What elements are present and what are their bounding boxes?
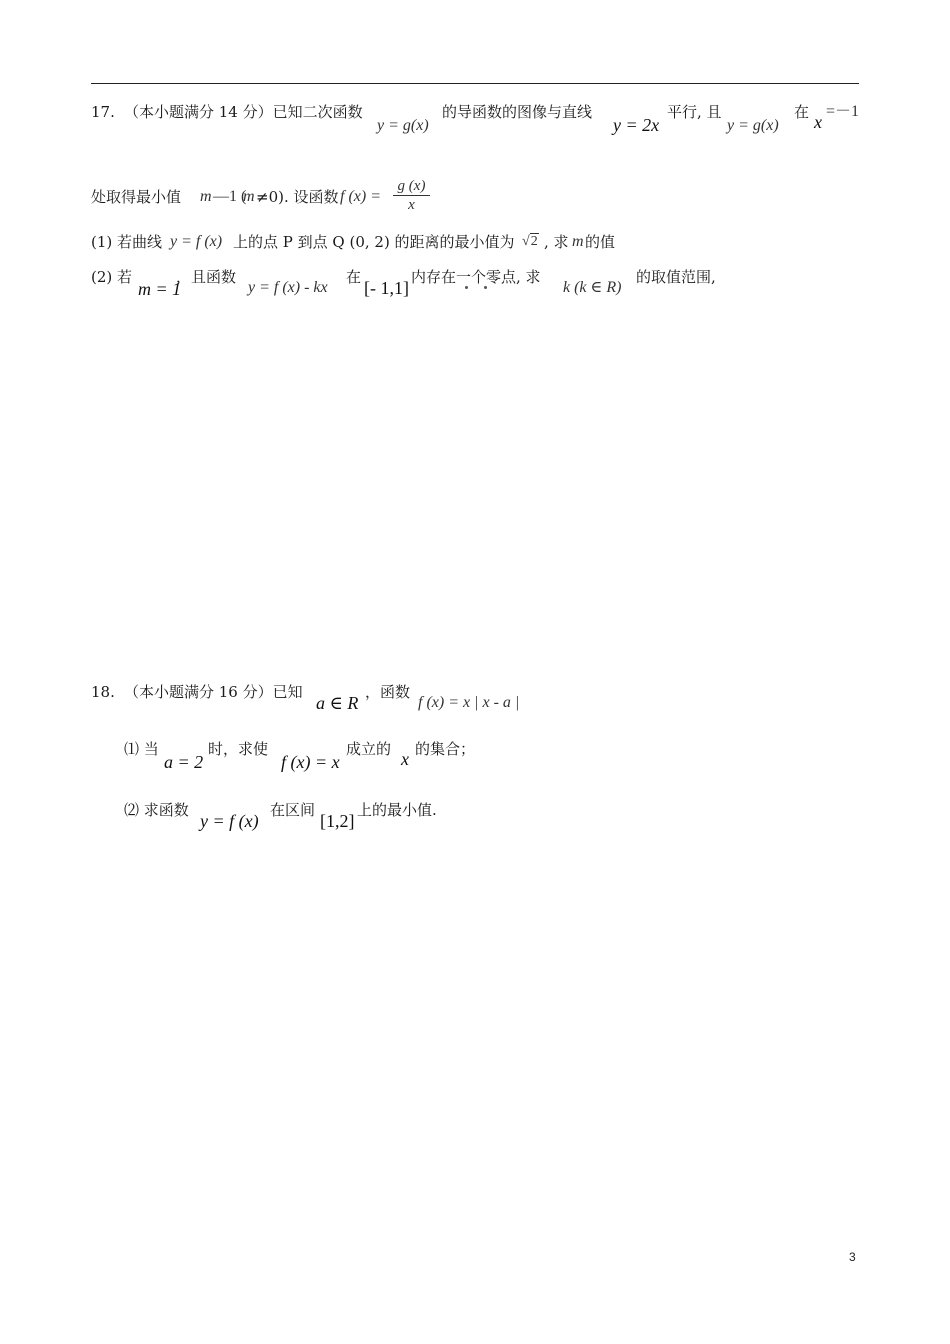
fraction-bar bbox=[393, 195, 430, 196]
emphasis-dot bbox=[465, 286, 468, 289]
q18-p1-d: 的集合； bbox=[415, 740, 476, 758]
header-rule bbox=[91, 83, 859, 84]
q17-p2-a: (2) 若 bbox=[91, 268, 133, 286]
q17-text-c: 在 bbox=[794, 103, 810, 121]
q17-line2-b: —1 ( bbox=[213, 188, 247, 205]
q17-p2-d: 内存在一个零点, 求 bbox=[411, 268, 541, 286]
q17-line2-a: 处取得最小值 bbox=[91, 188, 182, 206]
q17-p2-eq-y: y = f (x) - kx bbox=[248, 279, 328, 296]
q17-eq-gx: y = g(x) bbox=[377, 117, 429, 134]
q18-p1-b: 时，求使 bbox=[208, 740, 269, 758]
emphasis-dot bbox=[484, 286, 487, 289]
q17-p1-a: (1) 若曲线 bbox=[91, 233, 163, 251]
sqrt-symbol: √2 bbox=[522, 234, 538, 249]
q18-p1-eq: a = 2 bbox=[164, 752, 204, 772]
q17-p2-c: 在 bbox=[346, 268, 362, 286]
q17-eq-gx2: y = g(x) bbox=[727, 117, 779, 134]
q17-frac-den: x bbox=[408, 197, 415, 213]
q18-text-a: ，函数 bbox=[365, 683, 411, 701]
q18-p1-eq2: f (x) = x bbox=[281, 752, 340, 772]
q18-p1-c: 成立的 bbox=[346, 740, 392, 758]
q17-eq-xval: =－1 bbox=[826, 103, 860, 120]
q17-fraction bbox=[393, 178, 430, 213]
q17-p2-e: 的取值范围, bbox=[636, 268, 716, 286]
q17-text-a: 的导函数的图像与直线 bbox=[442, 103, 593, 121]
q18-eq-a: a ∈ R bbox=[316, 693, 359, 713]
q17-header: （本小题满分 14 分）已知二次函数 bbox=[124, 103, 363, 121]
q18-p2-a: ⑵ 求函数 bbox=[124, 801, 189, 819]
q17-number: 17. bbox=[91, 103, 115, 121]
q18-p1-x: x bbox=[401, 749, 409, 769]
q17-p2-b: ，且函数 bbox=[176, 268, 237, 286]
q17-text-b: 平行, 且 bbox=[667, 103, 722, 121]
q18-p2-interval: [1,2] bbox=[320, 811, 355, 831]
q17-p1-m: m bbox=[572, 233, 584, 250]
q17-p1-b: 上的点 P 到点 Q (0, 2) 的距离的最小值为 bbox=[233, 233, 515, 251]
q18-p1-a: ⑴ 当 bbox=[124, 740, 159, 758]
q17-frac-num: g (x) bbox=[397, 178, 426, 194]
q17-p2-interval: [- 1,1] bbox=[364, 278, 409, 298]
q18-p2-eq: y = f (x) bbox=[200, 811, 259, 831]
q17-eq-line: y = 2x bbox=[613, 115, 660, 135]
q17-p2-k: k (k ∈ R) bbox=[563, 279, 622, 296]
q17-line2-c: ≠0). 设函数 bbox=[256, 188, 339, 206]
q17-p1-d: 的值 bbox=[585, 233, 616, 251]
q18-header: （本小题满分 16 分）已知 bbox=[124, 683, 303, 701]
q17-eq-x: x bbox=[814, 112, 822, 132]
q17-p1-eq: y = f (x) bbox=[170, 233, 223, 250]
q18-p2-b: 在区间 bbox=[270, 801, 316, 819]
q17-line2-m2: m bbox=[243, 188, 255, 205]
q17-eq-fx: f (x) = bbox=[340, 188, 381, 205]
q17-p1-c: , 求 bbox=[544, 233, 569, 251]
q18-number: 18. bbox=[91, 683, 115, 701]
q18-p2-c: 上的最小值. bbox=[357, 801, 437, 819]
q17-p2-eq-m: m = 1 bbox=[138, 279, 182, 299]
q17-p1-sqrt: 2 bbox=[530, 234, 538, 249]
q17-line2-m: m bbox=[200, 188, 212, 205]
q18-eq-f: f (x) = x | x - a | bbox=[418, 694, 520, 711]
page-number: 3 bbox=[849, 1250, 856, 1264]
